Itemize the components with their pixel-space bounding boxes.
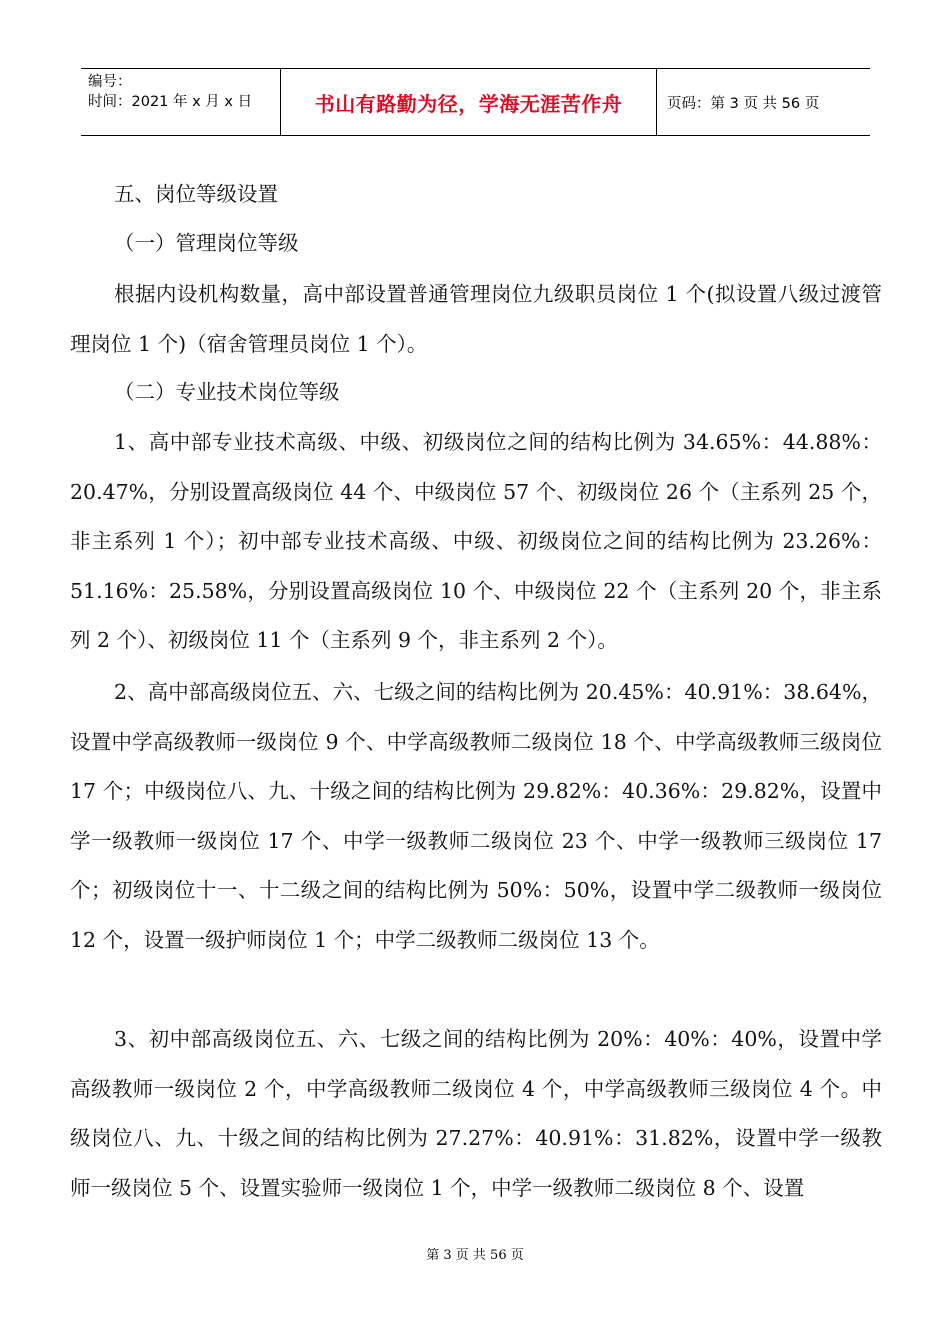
subsection-heading-technical: （二）专业技术岗位等级 [114, 380, 340, 404]
paragraph-item-3: 3、初中部高级岗位五、六、七级之间的结构比例为 20%：40%：40%，设置中学高级教师一级岗位 2 个，中学高级教师二级岗位 4 个，中学高级教师三级岗位 4 个。中级岗位八、九、十级之间的结构比例为 27.27%：40.91%：31.82%，设置中学一级教师一级岗位 5 个、设置实验师一级岗位 1 个，中学一级教师二级岗位 8 个、设置 [70, 1027, 882, 1200]
header-motto-cell [281, 69, 657, 135]
page-header [81, 68, 870, 136]
section-heading-5: 五、岗位等级设置 [114, 182, 278, 206]
paragraph-item-1: 1、高中部专业技术高级、中级、初级岗位之间的结构比例为 34.65%：44.88%：20.47%，分别设置高级岗位 44 个、中级岗位 57 个、初级岗位 26 个（主系列 25 个，非主系列 1 个）；初中部专业技术高级、中级、初级岗位之间的结构比例为 23.26%：51.16%：25.58%，分别设置高级岗位 10 个、中级岗位 22 个（主系列 20 个，非主系列 2 个）、初级岗位 11 个（主系列 9 个，非主系列 2 个）。 [70, 430, 882, 652]
page-footer: 第 3 页 共 56 页 [426, 1248, 524, 1263]
header-page-code: 页码：第 3 页 共 56 页 [667, 95, 820, 112]
document-date-label: 时间：2021 年 x 月 x 日 [88, 94, 253, 110]
header-motto: 书山有路勤为径，学海无涯苦作舟 [314, 91, 623, 116]
subsection-heading-management: （一）管理岗位等级 [114, 231, 299, 255]
paragraph-item-2: 2、高中部高级岗位五、六、七级之间的结构比例为 20.45%：40.91%：38.64%，设置中学高级教师一级岗位 9 个、中学高级教师二级岗位 18 个、中学高级教师三级岗位 17 个；中级岗位八、九、十级之间的结构比例为 29.82%：40.36%：29.82%，设置中学一级教师一级岗位 17 个、中学一级教师二级岗位 23 个、中学一级教师三级岗位 17 个；初级岗位十一、十二级之间的结构比例为 50%：50%，设置中学二级教师一级岗位 12 个，设置一级护师岗位 1 个；中学二级教师二级岗位 13 个。 [70, 680, 882, 952]
header-left-cell [81, 69, 281, 135]
document-code-label: 编号： [88, 74, 132, 90]
header-page-cell [657, 69, 870, 135]
paragraph-management-posts: 根据内设机构数量，高中部设置普通管理岗位九级职员岗位 1 个(拟设置八级过渡管理岗位 1 个)（宿舍管理员岗位 1 个）。 [70, 282, 882, 356]
